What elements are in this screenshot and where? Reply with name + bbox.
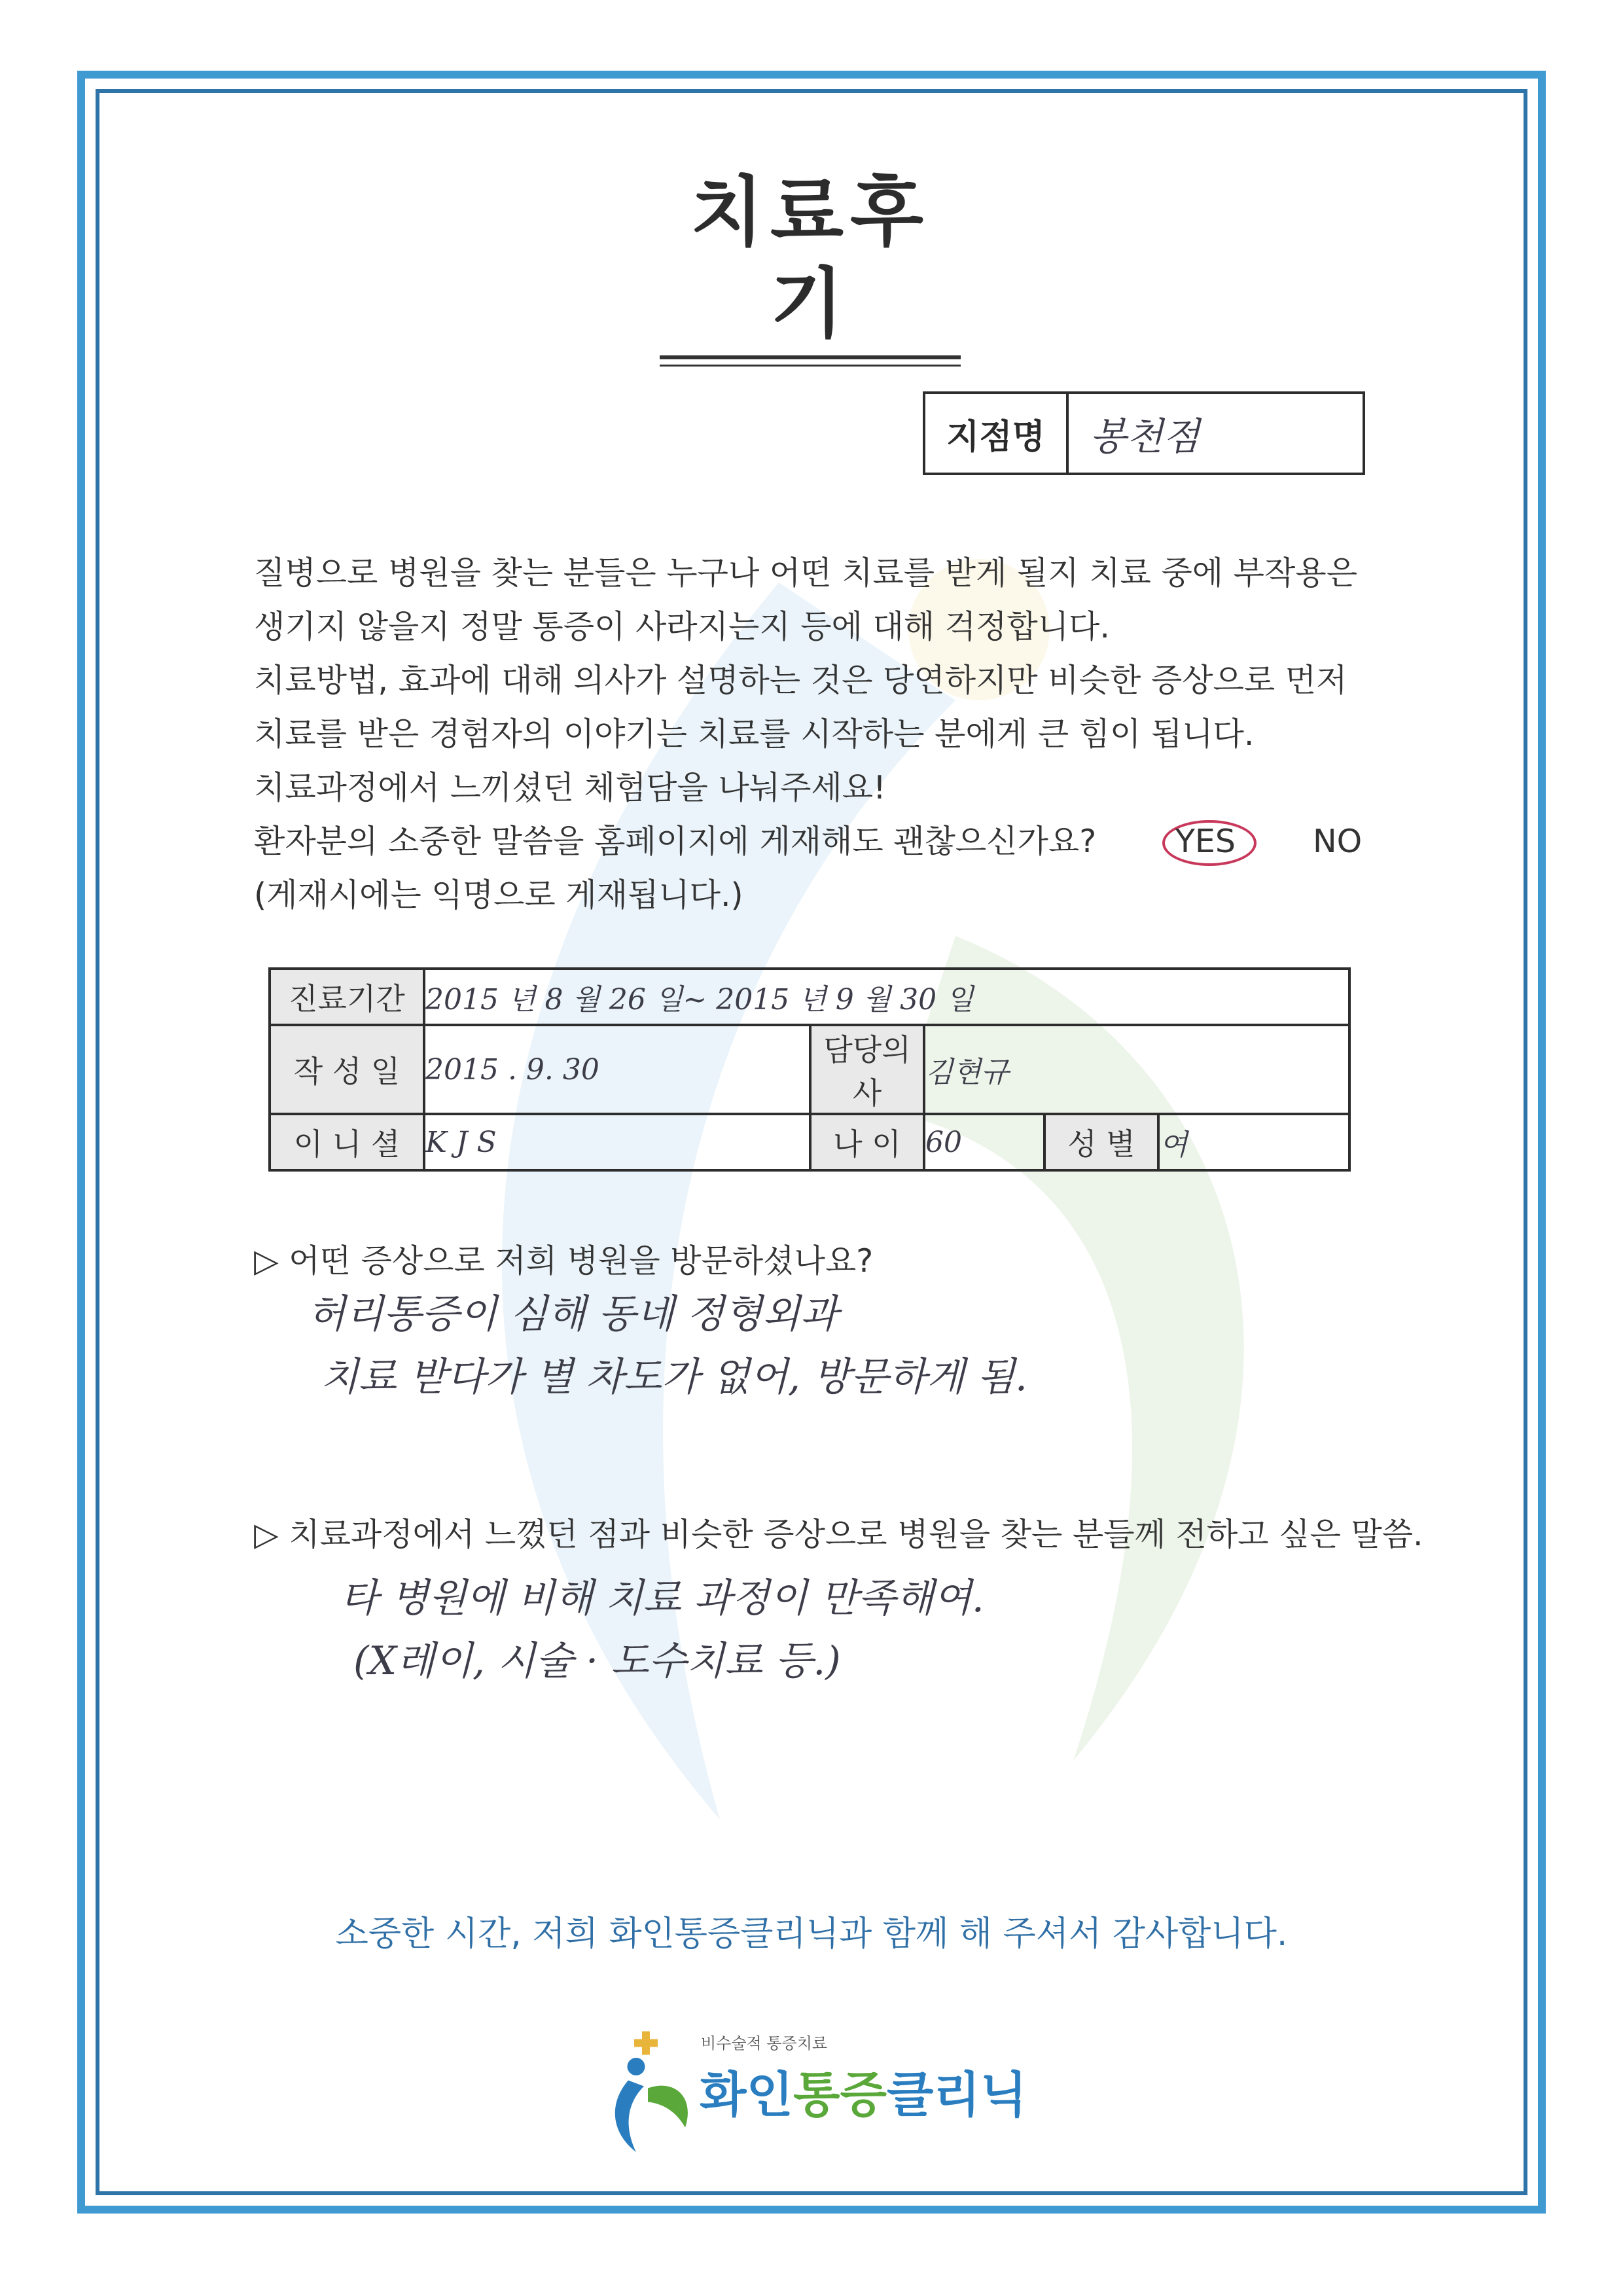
answer-line: 허리통증이 심해 동네 정형외과 xyxy=(308,1291,838,1337)
logo-name-part: 화인 xyxy=(700,2067,793,2123)
consent-no-option[interactable]: NO xyxy=(1313,823,1363,860)
intro-line: 치료방법, 효과에 대해 의사가 설명하는 것은 당연하지만 비슷한 증상으로 먼저 xyxy=(254,662,1347,699)
title-underline-thin xyxy=(660,365,961,367)
branch-box xyxy=(923,391,1365,475)
page-title: 치료후기 xyxy=(690,168,931,348)
age-field[interactable] xyxy=(924,1114,1044,1170)
intro-text xyxy=(254,547,1380,922)
table-row xyxy=(270,1025,1349,1114)
initial-label: 이 니 셜 xyxy=(270,1114,424,1170)
written-date-label: 작 성 일 xyxy=(270,1025,424,1114)
intro-line: 치료과정에서 느끼셨던 체험담을 나눠주세요! xyxy=(254,769,886,806)
doctor-field[interactable] xyxy=(924,1025,1349,1114)
period-label: 진료기간 xyxy=(270,969,424,1025)
period-field[interactable] xyxy=(424,969,1349,1025)
answer-2[interactable] xyxy=(340,1567,984,1693)
gender-label: 성 별 xyxy=(1044,1114,1158,1170)
gender-field[interactable] xyxy=(1158,1114,1349,1170)
initial-field[interactable] xyxy=(424,1114,810,1170)
title-underline xyxy=(660,355,961,359)
answer-line: 타 병원에 비해 치료 과정이 만족해여. xyxy=(340,1575,984,1621)
written-date-value: 2015 . 9. 30 xyxy=(425,1052,599,1086)
logo-name-accent: 통증 xyxy=(793,2067,887,2123)
logo-tagline: 비수술적 통증치료 xyxy=(701,2034,828,2053)
consent-yes-option[interactable]: YES xyxy=(1175,823,1236,860)
intro-line: 생기지 않을지 정말 통증이 사라지는지 등에 대해 걱정합니다. xyxy=(254,608,1110,645)
period-value: 2015 년 8 월 26 일~ 2015 년 9 월 30 일 xyxy=(425,983,974,1016)
question-1: ▷ 어떤 증상으로 저희 병원을 방문하셨나요? xyxy=(254,1242,874,1280)
intro-line: 치료를 받은 경험자의 이야기는 치료를 시작하는 분에게 큰 힘이 됩니다. xyxy=(254,715,1255,753)
age-label: 나 이 xyxy=(810,1114,924,1170)
doctor-value: 김현규 xyxy=(925,1056,1009,1089)
info-table xyxy=(268,967,1351,1172)
answer-line: 치료 받다가 별 차도가 없어, 방문하게 됨. xyxy=(321,1354,1027,1400)
table-row xyxy=(270,969,1349,1025)
clinic-logo-icon xyxy=(599,2028,697,2159)
branch-value: 봉천점 xyxy=(1090,414,1200,459)
branch-label: 지점명 xyxy=(925,394,1069,473)
title-block xyxy=(660,167,961,367)
closing-message: 소중한 시간, 저희 화인통증클리닉과 함께 해 주셔서 감사합니다. xyxy=(335,1914,1288,1954)
logo-name xyxy=(700,2056,1027,2126)
answer-1[interactable] xyxy=(308,1283,1027,1408)
question-2: ▷ 치료과정에서 느꼈던 점과 비슷한 증상으로 병원을 찾는 분들께 전하고 싶은 말씀. xyxy=(254,1516,1423,1553)
consent-note: (게재시에는 익명으로 게재됩니다.) xyxy=(254,876,743,914)
clinic-logo xyxy=(599,2028,1031,2159)
answer-line: (X레이, 시술 · 도수치료 등.) xyxy=(353,1638,841,1684)
gender-value: 여 xyxy=(1160,1128,1188,1162)
logo-name-part: 클리닉 xyxy=(886,2067,1027,2123)
branch-field[interactable] xyxy=(1069,394,1363,473)
consent-question: 환자분의 소중한 말씀을 홈페이지에 게재해도 괜찮으신가요? xyxy=(254,823,1097,860)
doctor-label: 담당의사 xyxy=(810,1025,924,1114)
consent-row xyxy=(254,815,1380,869)
written-date-field[interactable] xyxy=(424,1025,810,1114)
table-row xyxy=(270,1114,1349,1170)
intro-line: 질병으로 병원을 찾는 분들은 누구나 어떤 치료를 받게 될지 치료 중에 부작용은 xyxy=(254,554,1358,592)
age-value: 60 xyxy=(925,1125,962,1159)
initial-value: K J S xyxy=(425,1125,497,1159)
